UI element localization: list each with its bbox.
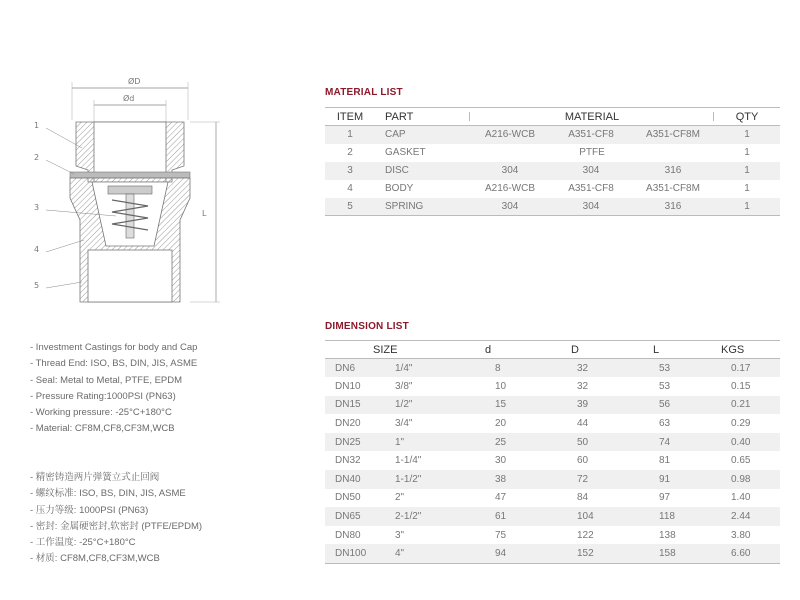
material-row — [325, 144, 780, 162]
outer-d-value: 39 — [567, 396, 649, 415]
header-part-label: PART — [385, 110, 414, 123]
weight-value: 6.60 — [721, 544, 780, 563]
note-line: - 材质: CF8M,CF8,CF3M,WCB — [30, 553, 160, 565]
inch-size: 1" — [385, 433, 485, 452]
outer-d-value: 32 — [577, 380, 589, 392]
material-row — [325, 180, 780, 198]
header-part — [375, 108, 470, 126]
length-value: 97 — [659, 492, 671, 504]
dimension-row — [325, 414, 780, 433]
d-value: 25 — [485, 433, 567, 452]
dn-size: DN32 — [335, 455, 361, 467]
material-list-title: MATERIAL LIST — [325, 87, 403, 98]
length-value: 91 — [649, 470, 721, 489]
dimension-row — [325, 396, 780, 415]
header-d-inner: d — [485, 341, 567, 359]
d-value: 47 — [495, 492, 507, 504]
dim-length-label: L — [202, 209, 207, 218]
weight-value: 0.21 — [721, 396, 780, 415]
material-row — [325, 126, 780, 144]
length-value: 118 — [649, 507, 721, 526]
dimension-row — [325, 451, 780, 470]
header-material-label: MATERIAL — [564, 110, 620, 123]
note-line: - Thread End: ISO, BS, DIN, JIS, ASME — [30, 358, 198, 370]
part-name: CAP — [375, 126, 470, 144]
dimension-table — [325, 340, 780, 564]
dim-inner-label: Ød — [123, 94, 135, 103]
material-value: A216-WCB — [470, 126, 550, 144]
material-value: A351-CF8M — [632, 126, 714, 144]
dimension-row — [325, 507, 780, 526]
dn-size: DN100 — [325, 544, 385, 563]
header-material — [470, 108, 714, 126]
dimension-row — [325, 489, 780, 508]
material-value: 316 — [632, 198, 714, 216]
material-row — [325, 198, 780, 216]
dimension-row — [325, 470, 780, 489]
weight-value: 3.80 — [731, 529, 751, 541]
qty-value: 1 — [714, 162, 780, 180]
dimension-list-title: DIMENSION LIST — [325, 321, 409, 332]
outer-d-value: 32 — [567, 359, 649, 378]
qty-value: 1 — [744, 183, 750, 194]
outer-d-value: 44 — [577, 418, 589, 430]
d-value: 75 — [495, 529, 507, 541]
callout-1: 1 — [34, 121, 40, 130]
inch-size: 3/8" — [395, 380, 413, 392]
weight-value: 0.17 — [721, 359, 780, 378]
note-line: - 压力等级: 1000PSI (PN63) — [30, 504, 149, 516]
dimension-row — [325, 377, 780, 396]
outer-d-value: 122 — [577, 529, 594, 541]
length-value: 138 — [659, 529, 676, 541]
dimension-header-row — [325, 341, 780, 359]
callout-3: 3 — [34, 203, 40, 212]
inch-size: 2" — [395, 492, 405, 504]
qty-value: 1 — [744, 147, 750, 158]
part-name: BODY — [385, 183, 414, 194]
notes-english — [30, 340, 197, 438]
qty-value: 1 — [714, 198, 780, 216]
weight-value: 0.98 — [721, 470, 780, 489]
callout-5: 5 — [34, 281, 40, 290]
outer-d-value: 104 — [567, 507, 649, 526]
weight-value: 0.65 — [731, 455, 751, 467]
dn-size: DN6 — [325, 359, 385, 378]
weight-value: 0.40 — [721, 433, 780, 452]
note-line: - 螺纹标准: ISO, BS, DIN, JIS, ASME — [30, 488, 186, 500]
d-value: 15 — [485, 396, 567, 415]
note-line: - Pressure Rating:1000PSI (PN63) — [30, 390, 176, 402]
weight-value: 1.40 — [731, 492, 751, 504]
length-value: 158 — [649, 544, 721, 563]
inch-size: 2-1/2" — [385, 507, 485, 526]
dimension-row — [325, 544, 780, 563]
check-valve-drawing — [20, 70, 250, 330]
inch-size: 1-1/4" — [395, 455, 422, 467]
note-line: - 密封: 金属硬密封,软密封 (PTFE/EPDM) — [30, 520, 203, 532]
part-name: DISC — [375, 162, 470, 180]
outer-d-value: 152 — [567, 544, 649, 563]
header-d-outer: D — [567, 341, 649, 359]
dn-size: DN50 — [335, 492, 361, 504]
item-number: 3 — [325, 162, 375, 180]
material-value: PTFE — [579, 147, 605, 158]
item-number: 1 — [325, 126, 375, 144]
dn-size: DN10 — [335, 380, 361, 392]
dn-size: DN15 — [325, 396, 385, 415]
item-number: 4 — [347, 183, 353, 194]
d-value: 61 — [485, 507, 567, 526]
header-qty: QTY — [714, 108, 780, 126]
weight-value: 0.29 — [731, 418, 751, 430]
outer-d-value: 72 — [567, 470, 649, 489]
part-name: SPRING — [375, 198, 470, 216]
length-value: 81 — [659, 455, 671, 467]
d-value: 10 — [495, 380, 507, 392]
length-value: 53 — [659, 380, 671, 392]
note-line: - Working pressure: -25°C+180°C — [30, 407, 172, 419]
header-length: L — [649, 341, 721, 359]
material-value: 316 — [632, 162, 714, 180]
notes-chinese — [30, 470, 202, 568]
header-size: SIZE — [325, 341, 485, 359]
weight-value: 0.15 — [731, 380, 751, 392]
d-value: 38 — [485, 470, 567, 489]
dimension-row — [325, 433, 780, 452]
material-value: A216-WCB — [484, 183, 535, 194]
dn-size: DN40 — [325, 470, 385, 489]
dn-size: DN80 — [335, 529, 361, 541]
note-line: - 工作温度: -25°C+180°C — [30, 537, 136, 549]
inch-size: 3" — [395, 529, 405, 541]
material-value: 304 — [550, 162, 632, 180]
dn-size: DN20 — [335, 418, 361, 430]
item-number: 5 — [325, 198, 375, 216]
material-value: 304 — [550, 198, 632, 216]
note-line: - Seal: Metal to Metal, PTFE, EPDM — [30, 374, 183, 386]
outer-d-value: 50 — [567, 433, 649, 452]
length-value: 53 — [649, 359, 721, 378]
callout-4: 4 — [34, 245, 40, 254]
header-item: ITEM — [325, 108, 375, 126]
material-header-row — [325, 108, 780, 126]
d-value: 20 — [495, 418, 507, 430]
material-value: A351-CF8 — [568, 183, 614, 194]
weight-value: 2.44 — [721, 507, 780, 526]
material-table — [325, 107, 780, 216]
inch-size: 1/4" — [385, 359, 485, 378]
material-row — [325, 162, 780, 180]
material-value: A351-CF8M — [646, 183, 700, 194]
inch-size: 4" — [385, 544, 485, 563]
dn-size: DN25 — [325, 433, 385, 452]
inch-size: 3/4" — [395, 418, 413, 430]
outer-d-value: 60 — [577, 455, 589, 467]
callout-2: 2 — [34, 153, 40, 162]
inch-size: 1/2" — [385, 396, 485, 415]
note-line: - Investment Castings for body and Cap — [30, 342, 198, 353]
d-value: 94 — [485, 544, 567, 563]
material-value: A351-CF8 — [550, 126, 632, 144]
item-number: 2 — [347, 147, 353, 158]
inch-size: 1-1/2" — [385, 470, 485, 489]
qty-value: 1 — [714, 126, 780, 144]
length-value: 63 — [659, 418, 671, 430]
outer-d-value: 84 — [577, 492, 589, 504]
dim-outer-label: ØD — [128, 77, 141, 86]
length-value: 74 — [649, 433, 721, 452]
d-value: 30 — [495, 455, 507, 467]
note-line: - 精密铸造两片弹簧立式止回阀 — [30, 472, 160, 483]
part-name: GASKET — [385, 147, 426, 158]
d-value: 8 — [485, 359, 567, 378]
dimension-row — [325, 359, 780, 378]
material-value: 304 — [470, 162, 550, 180]
dimension-row — [325, 526, 780, 545]
note-line: - Material: CF8M,CF8,CF3M,WCB — [30, 423, 175, 435]
material-value: 304 — [470, 198, 550, 216]
length-value: 56 — [649, 396, 721, 415]
header-weight: KGS — [721, 341, 780, 359]
dn-size: DN65 — [325, 507, 385, 526]
